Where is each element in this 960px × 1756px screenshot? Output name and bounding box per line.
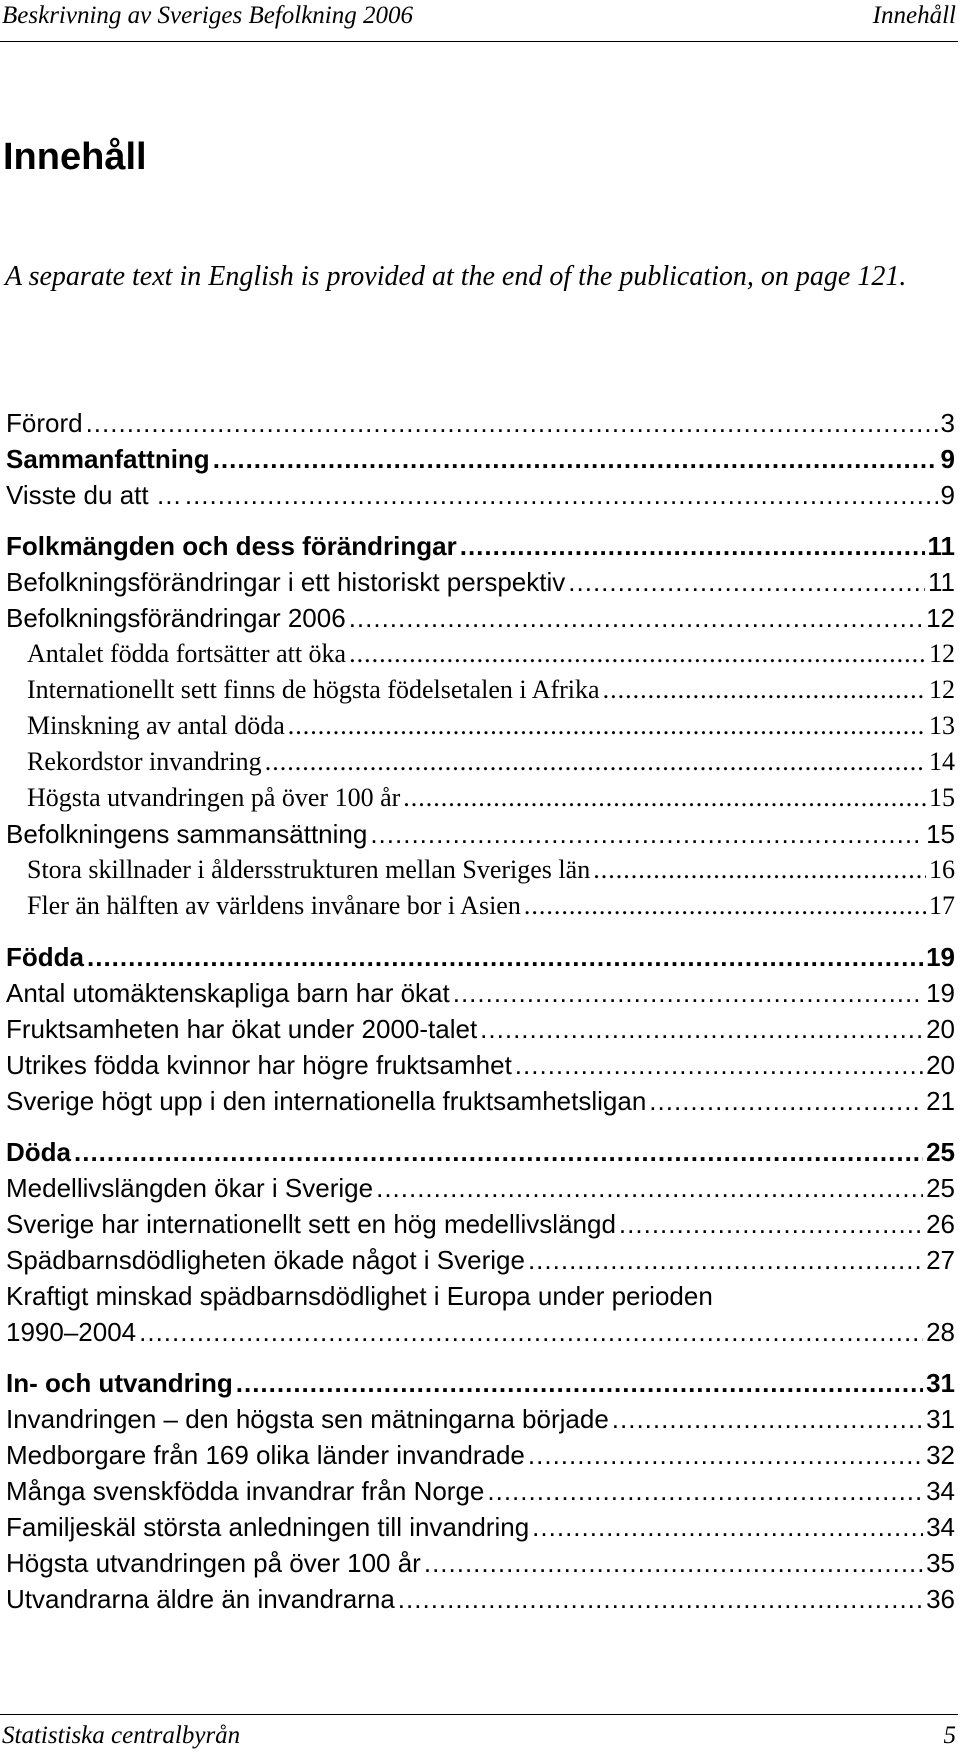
toc-entry-title: Spädbarnsdödligheten ökade något i Sverige — [6, 1245, 525, 1275]
toc-subsection[interactable] — [6, 708, 955, 744]
toc-section[interactable] — [6, 1206, 955, 1242]
toc-entry-page: 32 — [926, 1440, 955, 1470]
running-header — [0, 2, 956, 42]
toc-entry-page: 26 — [926, 1209, 955, 1239]
toc-leader-dots — [649, 1083, 923, 1119]
toc-entry-title: Antalet födda fortsätter att öka — [27, 639, 347, 668]
toc-entry-title: Minskning av antal döda — [27, 711, 285, 740]
toc-entry-title: Högsta utvandringen på över 100 år — [6, 1548, 421, 1578]
toc-section[interactable] — [6, 1509, 955, 1545]
toc-subsection[interactable] — [6, 636, 955, 672]
toc-entry-title: Visste du att … — [6, 480, 182, 510]
toc-entry-title: Befolkningens sammansättning — [6, 819, 368, 849]
toc-entry-title: Födda — [6, 942, 84, 972]
toc-leader-dots — [87, 939, 923, 975]
toc-entry-title: Befolkningsförändringar 2006 — [6, 603, 346, 633]
toc-leader-dots — [265, 744, 926, 780]
toc-leader-dots — [453, 975, 923, 1011]
toc-entry-page: 15 — [929, 783, 955, 812]
toc-entry-title: In- och utvandring — [6, 1368, 233, 1398]
toc-leader-dots — [236, 1365, 923, 1401]
toc-entry-title: Många svenskfödda invandrar från Norge — [6, 1476, 485, 1506]
toc-chapter[interactable] — [6, 1365, 955, 1401]
toc-entry-title: Internationellt sett finns de högsta födelsetalen i Afrika — [27, 675, 600, 704]
toc-entry-page: 19 — [926, 942, 955, 972]
toc-entry-title: Invandringen – den högsta sen mätningarna började — [6, 1404, 609, 1434]
toc-entry-page: 16 — [929, 855, 955, 884]
toc-entry-title: Utrikes födda kvinnor har högre fruktsamhet — [6, 1050, 512, 1080]
toc-entry-page: 3 — [940, 408, 955, 438]
footer-rule — [0, 1714, 958, 1715]
toc-leader-dots — [349, 636, 926, 672]
toc-section[interactable] — [6, 1581, 955, 1617]
toc-leader-dots — [460, 528, 925, 564]
toc-entry-title: Befolkningsförändringar i ett historiskt perspektiv — [6, 567, 566, 597]
toc-leader-dots — [349, 600, 923, 636]
footer-publisher: Statistiska centralbyrån — [2, 1722, 241, 1749]
toc-entry-page: 15 — [926, 819, 955, 849]
toc-entry-title: Förord — [6, 408, 83, 438]
toc-entry-page: 34 — [926, 1512, 955, 1542]
toc-entry-page: 20 — [926, 1050, 955, 1080]
toc-entry-page: 9 — [940, 444, 955, 474]
toc-entry-page: 12 — [929, 675, 955, 704]
toc-leader-dots — [480, 1011, 923, 1047]
toc-entry-title: Stora skillnader i åldersstrukturen mellan Sveriges län — [27, 855, 591, 884]
toc-section[interactable] — [6, 1437, 955, 1473]
toc-subsection[interactable] — [6, 744, 955, 780]
toc-section[interactable] — [6, 816, 955, 852]
toc-entry-page: 35 — [926, 1548, 955, 1578]
toc-leader-dots — [568, 564, 925, 600]
toc-section[interactable] — [6, 1545, 955, 1581]
toc-entry-page: 12 — [926, 603, 955, 633]
toc-section[interactable] — [6, 1278, 955, 1350]
toc-subsection[interactable] — [6, 672, 955, 708]
toc-entry-title: Medellivslängden ökar i Sverige — [6, 1173, 374, 1203]
table-of-contents — [6, 405, 955, 1617]
toc-entry-page: 21 — [926, 1086, 955, 1116]
toc-entry-title: Familjeskäl största anledningen till invandring — [6, 1512, 530, 1542]
toc-leader-dots — [619, 1206, 923, 1242]
toc-spacer — [6, 1119, 955, 1134]
toc-leader-dots — [612, 1401, 923, 1437]
toc-leader-dots — [139, 1314, 923, 1350]
toc-entry-title: Sverige högt upp i den internationella fruktsamhetsligan — [6, 1086, 647, 1116]
toc-entry[interactable] — [6, 477, 955, 513]
page-number: 5 — [943, 1722, 956, 1749]
toc-section[interactable] — [6, 1047, 955, 1083]
header-publication-title: Beskrivning av Sveriges Befolkning 2006 — [2, 2, 413, 29]
toc-leader-dots — [515, 1047, 923, 1083]
toc-entry-page: 11 — [928, 567, 955, 597]
toc-leader-dots — [528, 1437, 923, 1473]
running-footer — [0, 1722, 956, 1756]
toc-leader-dots — [74, 1134, 923, 1170]
toc-entry-page: 12 — [929, 639, 955, 668]
toc-entry-title: Döda — [6, 1137, 71, 1167]
toc-entry-page: 27 — [926, 1245, 955, 1275]
toc-leader-dots — [403, 780, 926, 816]
toc-subsection[interactable] — [6, 780, 955, 816]
toc-leader-dots — [524, 888, 926, 924]
toc-entry[interactable] — [6, 405, 955, 441]
page-title: Innehåll — [3, 136, 147, 178]
toc-entry-title: Medborgare från 169 olika länder invandrade — [6, 1440, 525, 1470]
toc-entry-page: 36 — [926, 1584, 955, 1614]
toc-spacer — [6, 924, 955, 939]
toc-entry-title: Sammanfattning — [6, 444, 210, 474]
toc-entry-page: 34 — [926, 1476, 955, 1506]
toc-entry-page: 20 — [926, 1014, 955, 1044]
toc-leader-dots — [370, 816, 923, 852]
toc-entry-title: Fler än hälften av världens invånare bor i Asien — [27, 891, 521, 920]
toc-entry-page: 11 — [927, 531, 955, 561]
toc-entry-title: Utvandrarna äldre än invandrarna — [6, 1584, 395, 1614]
toc-entry-title: Sverige har internationellt sett en hög medellivslängd — [6, 1209, 616, 1239]
toc-entry-page: 9 — [940, 480, 955, 510]
toc-entry-title: Högsta utvandringen på över 100 år — [27, 783, 401, 812]
toc-leader-dots — [487, 1473, 923, 1509]
toc-entry-page: 31 — [926, 1368, 955, 1398]
toc-entry-page: 31 — [926, 1404, 955, 1434]
toc-leader-dots — [398, 1581, 923, 1617]
toc-entry-title: Folkmängden och dess förändringar — [6, 531, 457, 561]
toc-leader-dots — [86, 405, 938, 441]
toc-leader-dots — [593, 852, 926, 888]
toc-entry-page: 19 — [926, 978, 955, 1008]
toc-leader-dots — [185, 477, 938, 513]
toc-leader-dots — [213, 441, 938, 477]
toc-leader-dots — [528, 1242, 923, 1278]
toc-section[interactable] — [6, 600, 955, 636]
toc-chapter[interactable] — [6, 939, 955, 975]
header-rule — [0, 41, 958, 42]
toc-entry-page: 25 — [926, 1173, 955, 1203]
toc-chapter[interactable] — [6, 1134, 955, 1170]
toc-section[interactable] — [6, 1083, 955, 1119]
toc-spacer — [6, 1350, 955, 1365]
toc-entry-page: 17 — [929, 891, 955, 920]
toc-entry-title: Rekordstor invandring — [27, 747, 262, 776]
toc-leader-dots — [376, 1170, 923, 1206]
toc-section[interactable] — [6, 1473, 955, 1509]
toc-section[interactable] — [6, 564, 955, 600]
toc-subsection[interactable] — [6, 888, 955, 924]
toc-entry-page: 13 — [929, 711, 955, 740]
header-section-title: Innehåll — [872, 2, 956, 29]
toc-entry-page: 28 — [926, 1317, 955, 1347]
toc-entry-page: 14 — [929, 747, 955, 776]
toc-section[interactable] — [6, 1242, 955, 1278]
toc-section[interactable] — [6, 975, 955, 1011]
toc-leader-dots — [288, 708, 926, 744]
toc-leader-dots — [532, 1509, 923, 1545]
toc-chapter[interactable] — [6, 528, 955, 564]
toc-leader-dots — [424, 1545, 923, 1581]
toc-entry-title: Kraftigt minskad spädbarnsdödlighet i Europa under perioden — [6, 1281, 713, 1311]
toc-entry-title: Fruktsamheten har ökat under 2000-talet — [6, 1014, 478, 1044]
toc-spacer — [6, 513, 955, 528]
toc-entry-title: Antal utomäktenskapliga barn har ökat — [6, 978, 450, 1008]
english-text-note: A separate text in English is provided at the end of the publication, on page 121. — [5, 261, 907, 292]
toc-chapter[interactable] — [6, 441, 955, 477]
toc-entry-page: 25 — [926, 1137, 955, 1167]
toc-leader-dots — [603, 672, 926, 708]
toc-subsection[interactable] — [6, 852, 955, 888]
toc-section[interactable] — [6, 1011, 955, 1047]
toc-section[interactable] — [6, 1401, 955, 1437]
toc-entry-title-continued: 1990–2004 — [6, 1317, 137, 1347]
toc-section[interactable] — [6, 1170, 955, 1206]
